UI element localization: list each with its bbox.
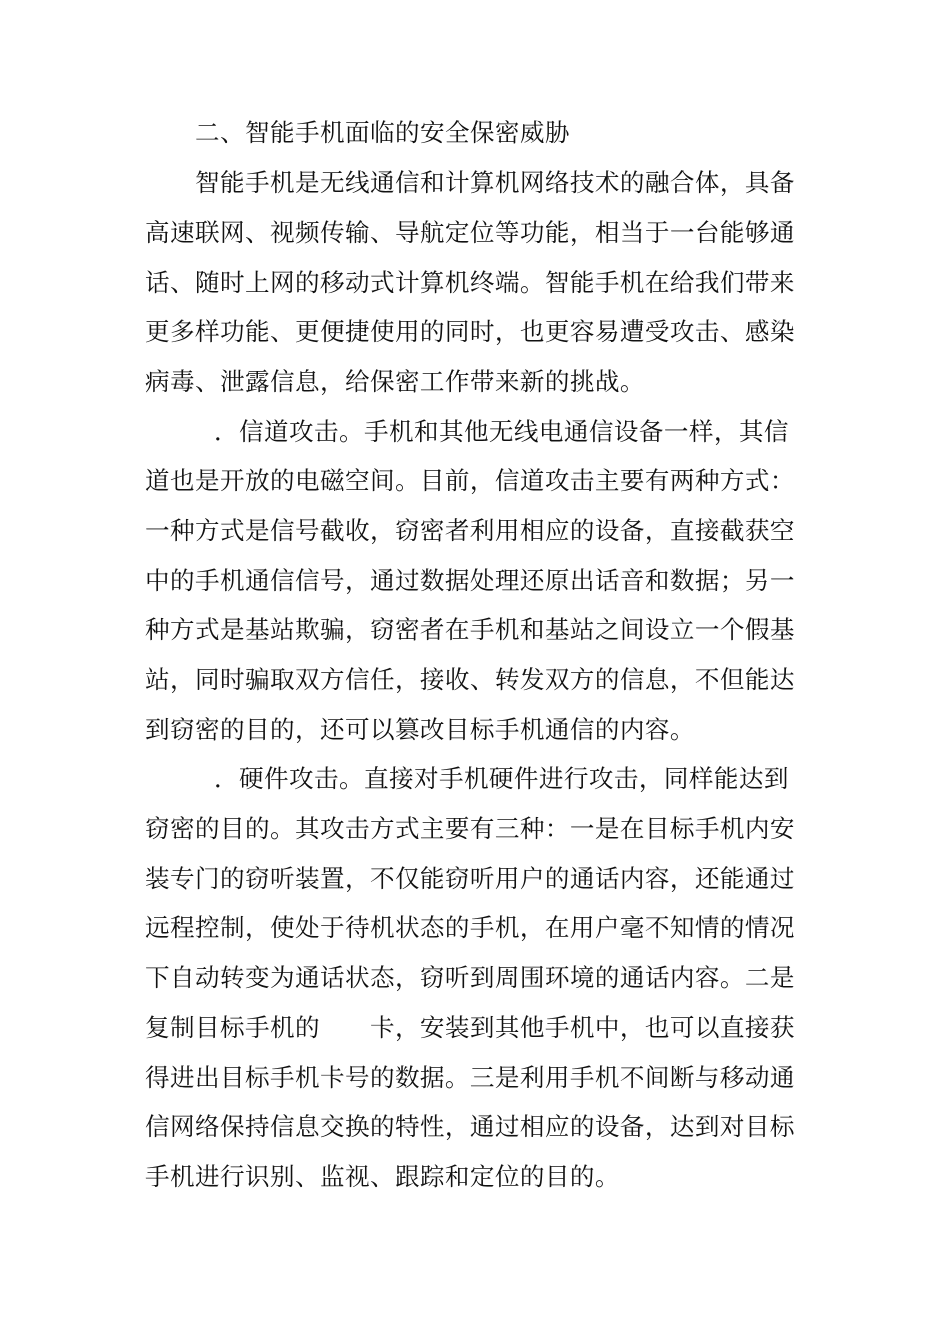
text-line: 得进出目标手机卡号的数据。三是利用手机不间断与移动通: [145, 1063, 795, 1092]
text-line: 手机进行识别、监视、跟踪和定位的目的。: [145, 1162, 620, 1191]
text-line: 下自动转变为通话状态，窃听到周围环境的通话内容。二是: [145, 963, 795, 992]
text-line: 远程控制，使处于待机状态的手机，在用户毫不知情的情况: [145, 913, 795, 942]
text-line: 病毒、泄露信息，给保密工作带来新的挑战。: [145, 367, 645, 396]
text-line: 信网络保持信息交换的特性，通过相应的设备，达到对目标: [145, 1112, 795, 1141]
text-line: ．硬件攻击。直接对手机硬件进行攻击，同样能达到: [214, 764, 789, 793]
text-line: 道也是开放的电磁空间。目前，信道攻击主要有两种方式：: [145, 466, 795, 495]
text-line: 到窃密的目的，还可以篡改目标手机通信的内容。: [145, 715, 695, 744]
text-line: 更多样功能、更便捷使用的同时，也更容易遭受攻击、感染: [145, 317, 795, 346]
text-line: 中的手机通信信号，通过数据处理还原出话音和数据；另一: [145, 566, 795, 595]
section-heading: 二、智能手机面临的安全保密威胁: [195, 118, 570, 147]
text-line: 窃密的目的。其攻击方式主要有三种：一是在目标手机内安: [145, 814, 795, 843]
text-line: 话、随时上网的移动式计算机终端。智能手机在给我们带来: [145, 268, 795, 297]
text-line: 高速联网、视频传输、导航定位等功能，相当于一台能够通: [145, 218, 795, 247]
text-line: ．信道攻击。手机和其他无线电通信设备一样，其信: [214, 417, 789, 446]
text-line: 装专门的窃听装置，不仅能窃听用户的通话内容，还能通过: [145, 864, 795, 893]
text-line: 站，同时骗取双方信任，接收、转发双方的信息，不但能达: [145, 665, 795, 694]
text-line: 种方式是基站欺骗，窃密者在手机和基站之间设立一个假基: [145, 615, 795, 644]
text-line: 复制目标手机的 卡，安装到其他手机中，也可以直接获: [145, 1013, 795, 1042]
text-line: 一种方式是信号截收，窃密者利用相应的设备，直接截获空: [145, 516, 795, 545]
text-line: 智能手机是无线通信和计算机网络技术的融合体，具备: [195, 168, 795, 197]
